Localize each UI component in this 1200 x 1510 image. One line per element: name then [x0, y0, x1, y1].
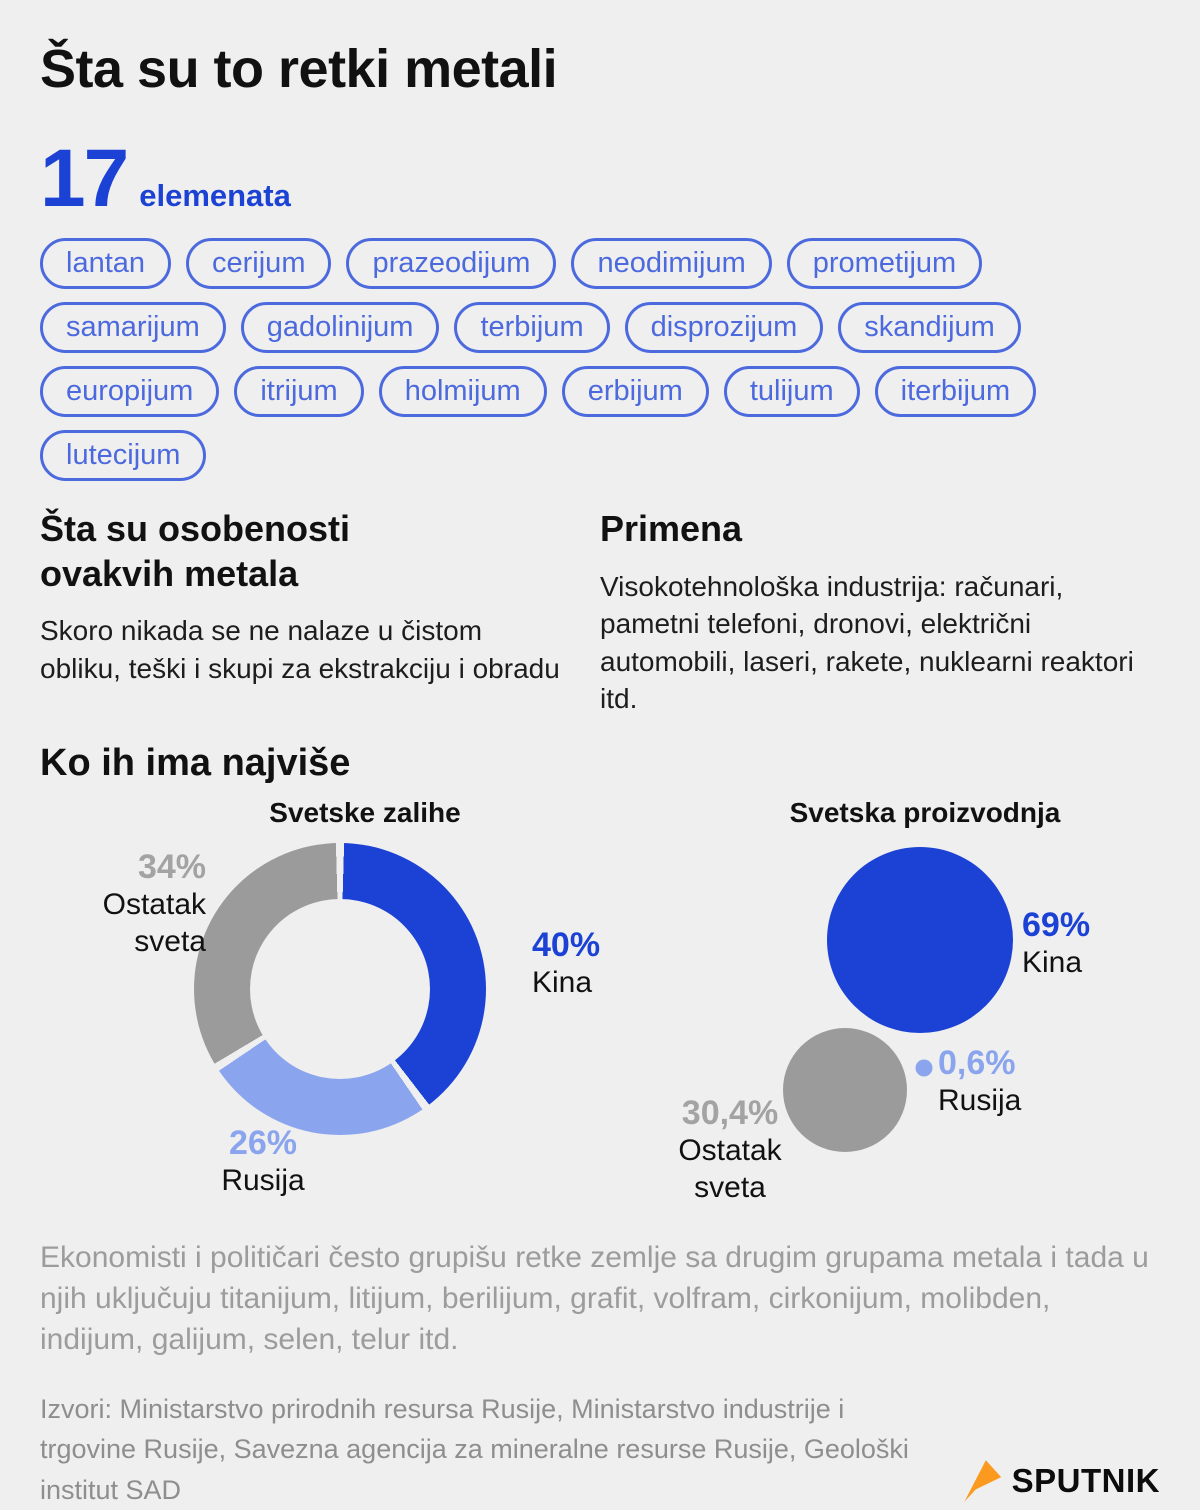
element-pill: terbijum — [454, 302, 609, 353]
element-pill: skandijum — [838, 302, 1021, 353]
footnote-text: Ekonomisti i političari često grupišu retke zemlje sa drugim grupama metala i tada u njih uključuju titanijum, litijum, berilijum, grafit, volfram, cirkonijum, molibden, indijum, galijum, selen, telur itd. — [40, 1240, 1149, 1357]
application-section — [600, 507, 1160, 718]
element-count-number: 17 — [40, 133, 128, 224]
reserves-rest-name-line2: sveta — [134, 925, 206, 959]
donut-hole — [250, 899, 430, 1079]
sources-text: Izvori: Ministarstvo prirodnih resursa Rusije, Ministarstvo industrije i trgovine Rusije, Savezna agencija za mineralne resurse Rusije, Geološki institut SAD — [40, 1393, 909, 1505]
sputnik-arrow-icon — [959, 1458, 1005, 1504]
sputnik-logo — [959, 1458, 1160, 1510]
element-pill: tulijum — [724, 366, 860, 417]
production-china-name: Kina — [1022, 945, 1083, 979]
pill-row — [40, 238, 1160, 289]
features-body: Skoro nikada se ne nalaze u čistom obliku, teški i skupi za ekstrakciju i obradu — [40, 615, 560, 684]
production-rest-name-line1: Ostatak — [678, 1133, 782, 1167]
element-pill: holmijum — [379, 366, 547, 417]
element-pill: itrijum — [234, 366, 363, 417]
pill-row — [40, 302, 1160, 353]
element-count-label: elemenata — [139, 178, 291, 213]
reserves-russia-name: Rusija — [221, 1163, 305, 1197]
production-label-rest-of-world — [628, 1095, 832, 1207]
element-pill: cerijum — [186, 238, 331, 289]
element-pill: lantan — [40, 238, 171, 289]
element-pill: neodimijum — [571, 238, 771, 289]
production-rest-percent: 30,4% — [681, 1093, 779, 1132]
features-heading: Šta su osobenosti ovakvih metala — [40, 507, 351, 594]
reserves-russia-percent: 26% — [228, 1123, 298, 1162]
element-pill: samarijum — [40, 302, 226, 353]
production-label-china — [1022, 907, 1090, 982]
element-pill: iterbijum — [875, 366, 1037, 417]
reserves-chart-title: Svetske zalihe — [269, 796, 461, 828]
charts-area — [0, 785, 1200, 1229]
element-pill: prometijum — [787, 238, 982, 289]
application-body: Visokotehnološka industrija: računari, pametni telefoni, dronovi, električni automobili, laseri, rakete, nuklearni reaktori itd. — [600, 570, 1134, 715]
page-title: Šta su to retki metali — [40, 39, 558, 99]
production-chart-title: Svetska proizvodnja — [789, 796, 1061, 828]
element-pill: disprozijum — [625, 302, 824, 353]
reserves-china-percent: 40% — [532, 925, 601, 964]
reserves-donut-chart — [194, 843, 486, 1135]
charts-heading: Ko ih ima najviše — [40, 741, 351, 784]
sources-row — [40, 1389, 1160, 1510]
reserves-rest-name-line1: Ostatak — [102, 887, 206, 921]
element-pill: erbijum — [562, 366, 709, 417]
info-columns — [40, 507, 1160, 718]
element-pill-list — [40, 238, 1160, 481]
production-label-russia — [938, 1045, 1021, 1120]
reserves-label-russia — [178, 1125, 348, 1200]
reserves-label-china — [532, 927, 600, 1002]
production-russia-name: Rusija — [938, 1083, 1022, 1117]
element-pill: gadolinijum — [241, 302, 440, 353]
element-pill: lutecijum — [40, 430, 206, 481]
element-pill: europijum — [40, 366, 219, 417]
production-rest-name-line2: sveta — [694, 1171, 766, 1205]
reserves-rest-percent: 34% — [137, 847, 206, 886]
reserves-label-rest-of-world — [103, 849, 206, 961]
production-russia-percent: 0,6% — [938, 1043, 1016, 1082]
application-heading: Primena — [600, 507, 743, 549]
sputnik-logo-text: SPUTNIK — [1011, 1462, 1160, 1500]
production-bubble-china — [827, 847, 1013, 1033]
production-bubble-russia — [916, 1059, 933, 1076]
features-section — [40, 507, 600, 718]
pill-row — [40, 366, 1160, 417]
production-china-percent: 69% — [1022, 905, 1091, 944]
pill-row — [40, 430, 1160, 481]
element-count — [40, 133, 1160, 224]
element-pill: prazeodijum — [346, 238, 556, 289]
reserves-china-name: Kina — [532, 965, 593, 999]
